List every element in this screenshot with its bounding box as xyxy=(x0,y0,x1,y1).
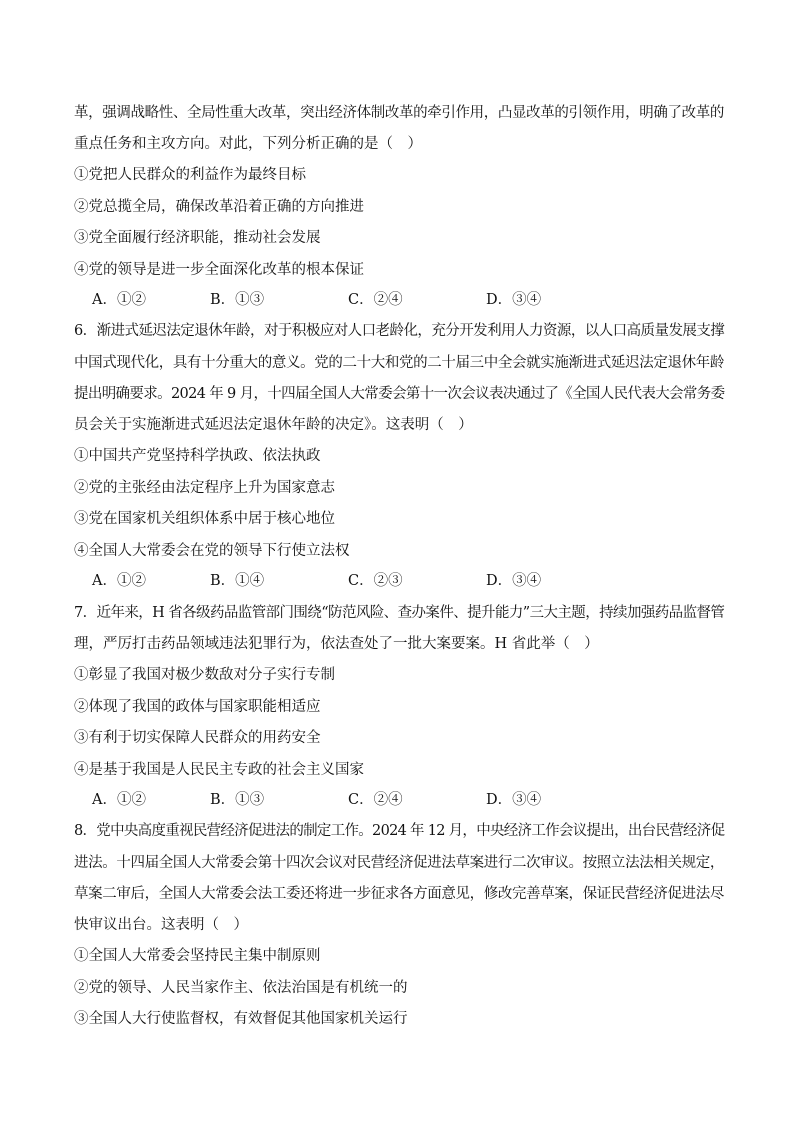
q7-option-a[interactable]: A．①② xyxy=(92,792,146,808)
q7-option-c[interactable]: C．②④ xyxy=(348,792,403,808)
q7-option-b[interactable]: B．①③ xyxy=(210,792,265,808)
q5-option-d[interactable]: D．③④ xyxy=(486,292,542,308)
q7-item-4: ④是基于我国是人民民主专政的社会主义国家 xyxy=(74,762,364,778)
q5-stem-line-1: 革，强调战略性、全局性重大改革，突出经济体制改革的牵引作用，凸显改革的引领作用，明确了改革的 xyxy=(74,105,724,121)
q8-item-2: ②党的领导、人民当家作主、依法治国是有机统一的 xyxy=(74,980,408,996)
q6-option-c[interactable]: C．②③ xyxy=(348,573,403,589)
q7-item-2: ②体现了我国的政体与国家职能相适应 xyxy=(74,699,321,715)
q5-option-b[interactable]: B．①③ xyxy=(210,292,265,308)
q5-item-4: ④党的领导是进一步全面深化改革的根本保证 xyxy=(74,262,364,278)
q6-option-d[interactable]: D．③④ xyxy=(486,573,542,589)
q6-stem-line-1: 6．渐进式延迟法定退休年龄，对于积极应对人口老龄化，充分开发利用人力资源，以人口高质量发展支撑 xyxy=(74,323,725,339)
q6-stem-line-2: 中国式现代化，具有十分重大的意义。党的二十大和党的二十届三中全会就实施渐进式延迟法定退休年龄 xyxy=(74,355,724,371)
q6-item-3: ③党在国家机关组织体系中居于核心地位 xyxy=(74,511,335,527)
q5-item-3: ③党全面履行经济职能，推动社会发展 xyxy=(74,230,321,246)
q8-stem-line-2: 进法。十四届全国人大常委会第十四次会议对民营经济促进法草案进行二次审议。按照立法法相关规定， xyxy=(74,855,724,871)
q6-option-b[interactable]: B．①④ xyxy=(210,573,265,589)
q6-item-4: ④全国人大常委会在党的领导下行使立法权 xyxy=(74,543,350,559)
q7-item-3: ③有利于切实保障人民群众的用药安全 xyxy=(74,730,321,746)
q8-item-1: ①全国人大常委会坚持民主集中制原则 xyxy=(74,948,321,964)
q5-item-2: ②党总揽全局，确保改革沿着正确的方向推进 xyxy=(74,199,364,215)
q6-option-a[interactable]: A．①② xyxy=(92,573,146,589)
q8-stem-line-4: 快审议出台。这表明（ ） xyxy=(74,917,248,933)
q8-item-3: ③全国人大行使监督权，有效督促其他国家机关运行 xyxy=(74,1011,408,1027)
q5-option-a[interactable]: A．①② xyxy=(92,292,146,308)
q5-option-c[interactable]: C．②④ xyxy=(348,292,403,308)
q7-option-d[interactable]: D．③④ xyxy=(486,792,542,808)
q7-stem-line-1: 7．近年来，H 省各级药品监管部门围绕“防范风险、查办案件、提升能力”三大主题，持续加强药品监督管 xyxy=(74,605,725,621)
q5-stem-line-2: 重点任务和主攻方向。对此，下列分析正确的是（ ） xyxy=(74,136,422,152)
q7-item-1: ①彰显了我国对极少数敌对分子实行专制 xyxy=(74,667,335,683)
q6-item-1: ①中国共产党坚持科学执政、依法执政 xyxy=(74,448,321,464)
q6-stem-line-3: 提出明确要求。2024 年 9 月，十四届全国人大常委会第十一次会议表决通过了《全国人民代表大会常务委 xyxy=(74,386,725,402)
q8-stem-line-1: 8．党中央高度重视民营经济促进法的制定工作。2024 年 12 月，中央经济工作会议提出，出台民营经济促 xyxy=(74,823,725,839)
q5-item-1: ①党把人民群众的利益作为最终目标 xyxy=(74,167,306,183)
q6-stem-line-4: 员会关于实施渐进式延迟法定退休年龄的决定》。这表明（ ） xyxy=(74,417,473,433)
q6-item-2: ②党的主张经由法定程序上升为国家意志 xyxy=(74,480,335,496)
q8-stem-line-3: 草案二审后，全国人大常委会法工委还将进一步征求各方面意见，修改完善草案，保证民营经济促进法尽 xyxy=(74,886,724,902)
q7-stem-line-2: 理，严厉打击药品领域违法犯罪行为，依法查处了一批大案要案。H 省此举（ ） xyxy=(74,636,599,652)
